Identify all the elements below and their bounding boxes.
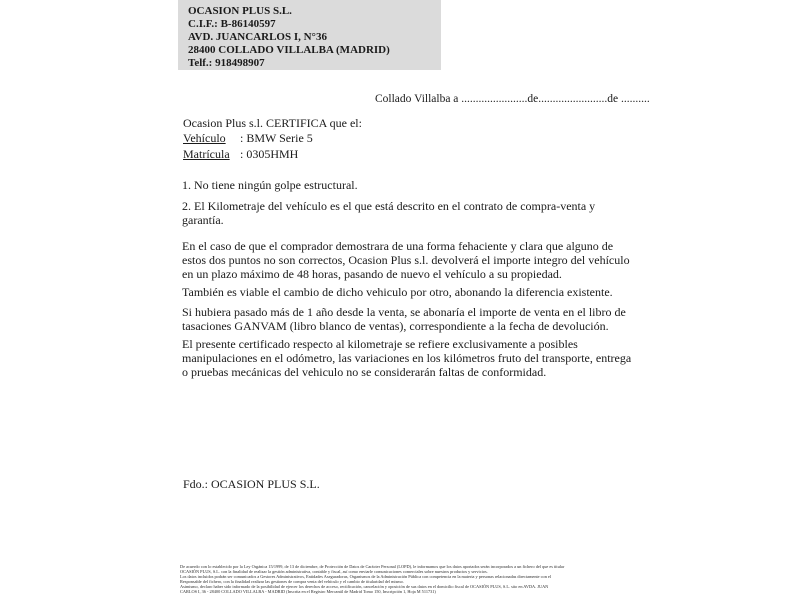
plate-value: : 0305HMH [240,147,299,161]
signature-line: Fdo.: OCASION PLUS S.L. [183,477,320,491]
certified-point-1: 1. No tiene ningún golpe estructural. [182,178,358,192]
legal-footer [180,564,616,594]
vehicle-row [183,131,313,146]
company-address: AVD. JUANCARLOS I, N°36 [188,31,327,43]
legal-line: Asimismo, declaro haber sido informado de la posibilidad de ejercer los derechos de acceso, rectificación, cancelación y oposición de sus datos en el domicilio fiscal de OCASIÓN PLUS, S.L. sito en AVDA. JUAN [180,584,549,589]
odometer-paragraph: El presente certificado respecto al kilometraje se refiere exclusivamente a posibles manipulaciones en el odómetro, las variaciones en los kilómetros fruto del transporte, entrega o pruebas mecánicas del vehiculo no se considerarán faltas de conformidad. [182,337,632,379]
plate-row [183,147,298,162]
certification-intro: Ocasion Plus s.l. CERTIFICA que el: [183,116,362,130]
vehicle-value: : BMW Serie 5 [240,131,313,145]
legal-line: De acuerdo con lo establecido por la Ley Orgánica 15/1999, de 13 de diciembre, de Protección de Datos de Carácter Personal (LOPD), le informamos que los datos aportados serán incorporados a un fichero del que es titular [180,564,565,569]
legal-line: Responsable del fichero, con la finalidad realizar las gestiones de compra venta del vehículo y el cambio de titularidad del mismo. [180,579,404,584]
date-fill-in-line: Collado Villalba a .......................de........................de .......... [375,93,650,105]
legal-line: Los datos incluidos podrán ser comunicados a Gestores Administrativos, Entidades Aseguradoras, Organismos de la Administración Pública con competencia en la materia y personas relacionadas directamente con el [180,574,552,579]
company-phone: Telf.: 918498907 [188,57,265,69]
company-letterhead [178,0,441,70]
legal-line: CARLOS I, 36 - 28400 COLLADO VILLALBA - MADRID (Inscrita en el Registro Mercantil de Madrid Tomo 150, Inscripción 1, Hoja M 511731) [180,589,436,594]
certified-point-2: 2. El Kilometraje del vehículo es el que está descrito en el contrato de compra-venta y garantía. [182,199,596,227]
company-cif: C.I.F.: B-86140597 [188,18,276,30]
company-name: OCASION PLUS S.L. [188,5,292,17]
vehicle-label: Vehículo [183,131,226,145]
plate-label: Matrícula [183,147,230,161]
ganvam-paragraph: Si hubiera pasado más de 1 año desde la venta, se abonaría el importe de venta en el libro de tasaciones GANVAM (libro blanco de ventas), correspondiente a la fecha de devolución. [182,305,626,333]
exchange-paragraph: También es viable el cambio de dicho vehiculo por otro, abonando la diferencia existente. [182,285,613,299]
refund-paragraph: En el caso de que el comprador demostrara de una forma fehaciente y clara que alguno de estos dos puntos no son correctos, Ocasion Plus s.l. devolverá el importe integro del vehículo en un plazo máximo de 48 horas, pasando de nuevo el vehículo a su propiedad. [182,239,630,281]
legal-line: OCASIÓN PLUS, S.L. con la finalidad de realizar la gestión administrativa, contable y fiscal, así como enviarle comunicaciones comerciales sobre nuestros productos y servicios. [180,569,488,574]
company-city: 28400 COLLADO VILLALBA (MADRID) [188,44,390,56]
